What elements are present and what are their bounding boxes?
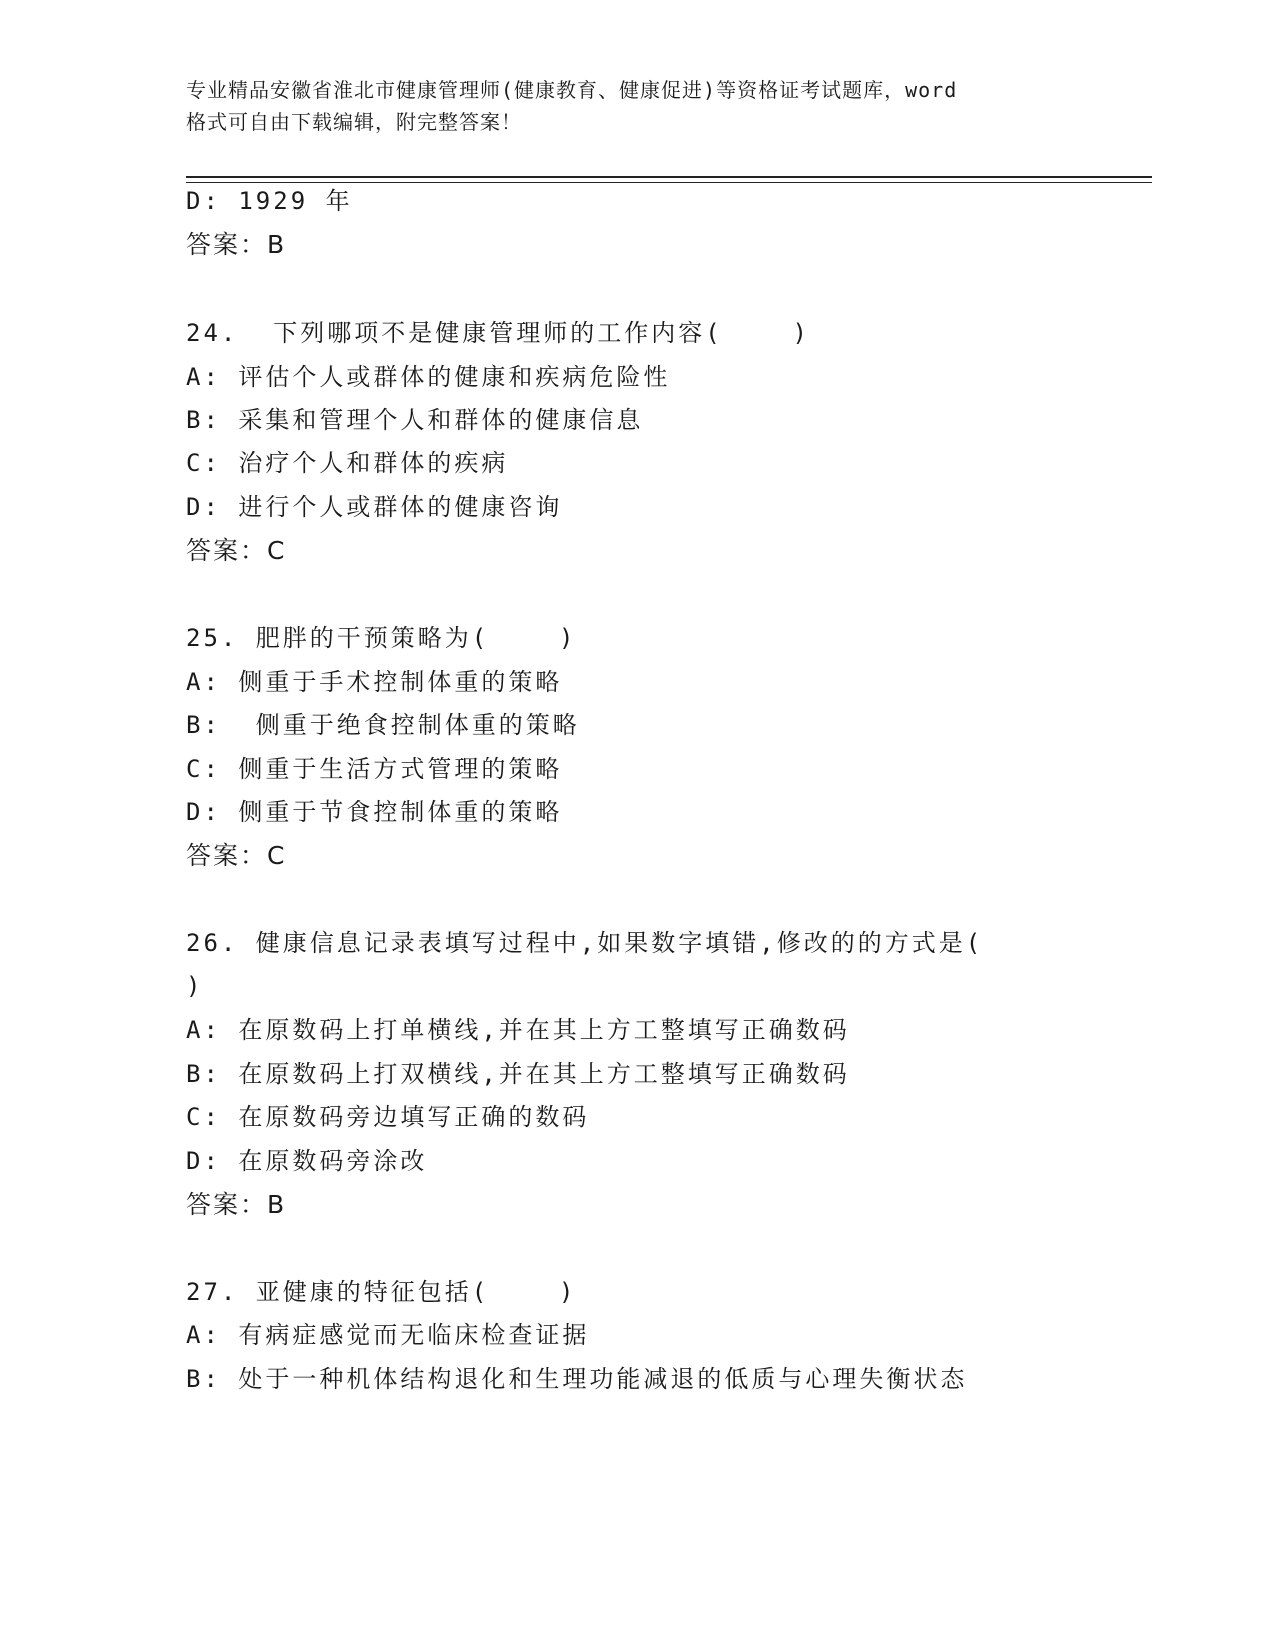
question-24-option-b: B: 采集和管理个人和群体的健康信息 [186,406,644,434]
question-26-option-a: A: 在原数码上打单横线,并在其上方工整填写正确数码 [186,1016,850,1044]
header-divider-thin [186,182,1152,183]
question-25-answer: 答案：C [186,841,287,870]
question-26-stem: 26. 健康信息记录表填写过程中,如果数字填错,修改的的方式是( [186,929,984,957]
question-24-option-c: C: 治疗个人和群体的疾病 [186,449,509,477]
question-26-answer: 答案：B [186,1190,287,1219]
question-27-option-a: A: 有病症感觉而无临床检查证据 [186,1321,590,1349]
question-25-option-b: B: 侧重于绝食控制体重的策略 [186,711,580,739]
question-24-option-d: D: 进行个人或群体的健康咨询 [186,493,563,521]
question-24-stem: 24. 下列哪项不是健康管理师的工作内容( ) [186,319,810,347]
header-divider-thick [186,176,1152,178]
question-27-stem: 27. 亚健康的特征包括( ) [186,1278,577,1306]
question-24-option-a: A: 评估个人或群体的健康和疾病危险性 [186,363,671,391]
question-25-option-c: C: 侧重于生活方式管理的策略 [186,755,563,783]
question-26-option-b: B: 在原数码上打双横线,并在其上方工整填写正确数码 [186,1060,850,1088]
prev-question-option-d: D: 1929 年 [186,187,353,215]
question-25-stem: 25. 肥胖的干预策略为( ) [186,624,577,652]
prev-question-answer: 答案：B [186,230,287,259]
document-header [186,74,1086,138]
question-27-option-b: B: 处于一种机体结构退化和生理功能减退的低质与心理失衡状态 [186,1365,968,1393]
question-26-option-d: D: 在原数码旁涂改 [186,1147,428,1175]
question-24-answer: 答案：C [186,536,287,565]
header-line-2: 格式可自由下载编辑，附完整答案！ [186,110,522,134]
header-line-1: 专业精品安徽省淮北市健康管理师(健康教育、健康促进)等资格证考试题库，word [186,78,958,102]
question-26-option-c: C: 在原数码旁边填写正确的数码 [186,1103,590,1131]
question-26-stem-continued: ) [186,972,204,1000]
question-25-option-d: D: 侧重于节食控制体重的策略 [186,798,563,826]
question-25-option-a: A: 侧重于手术控制体重的策略 [186,668,563,696]
